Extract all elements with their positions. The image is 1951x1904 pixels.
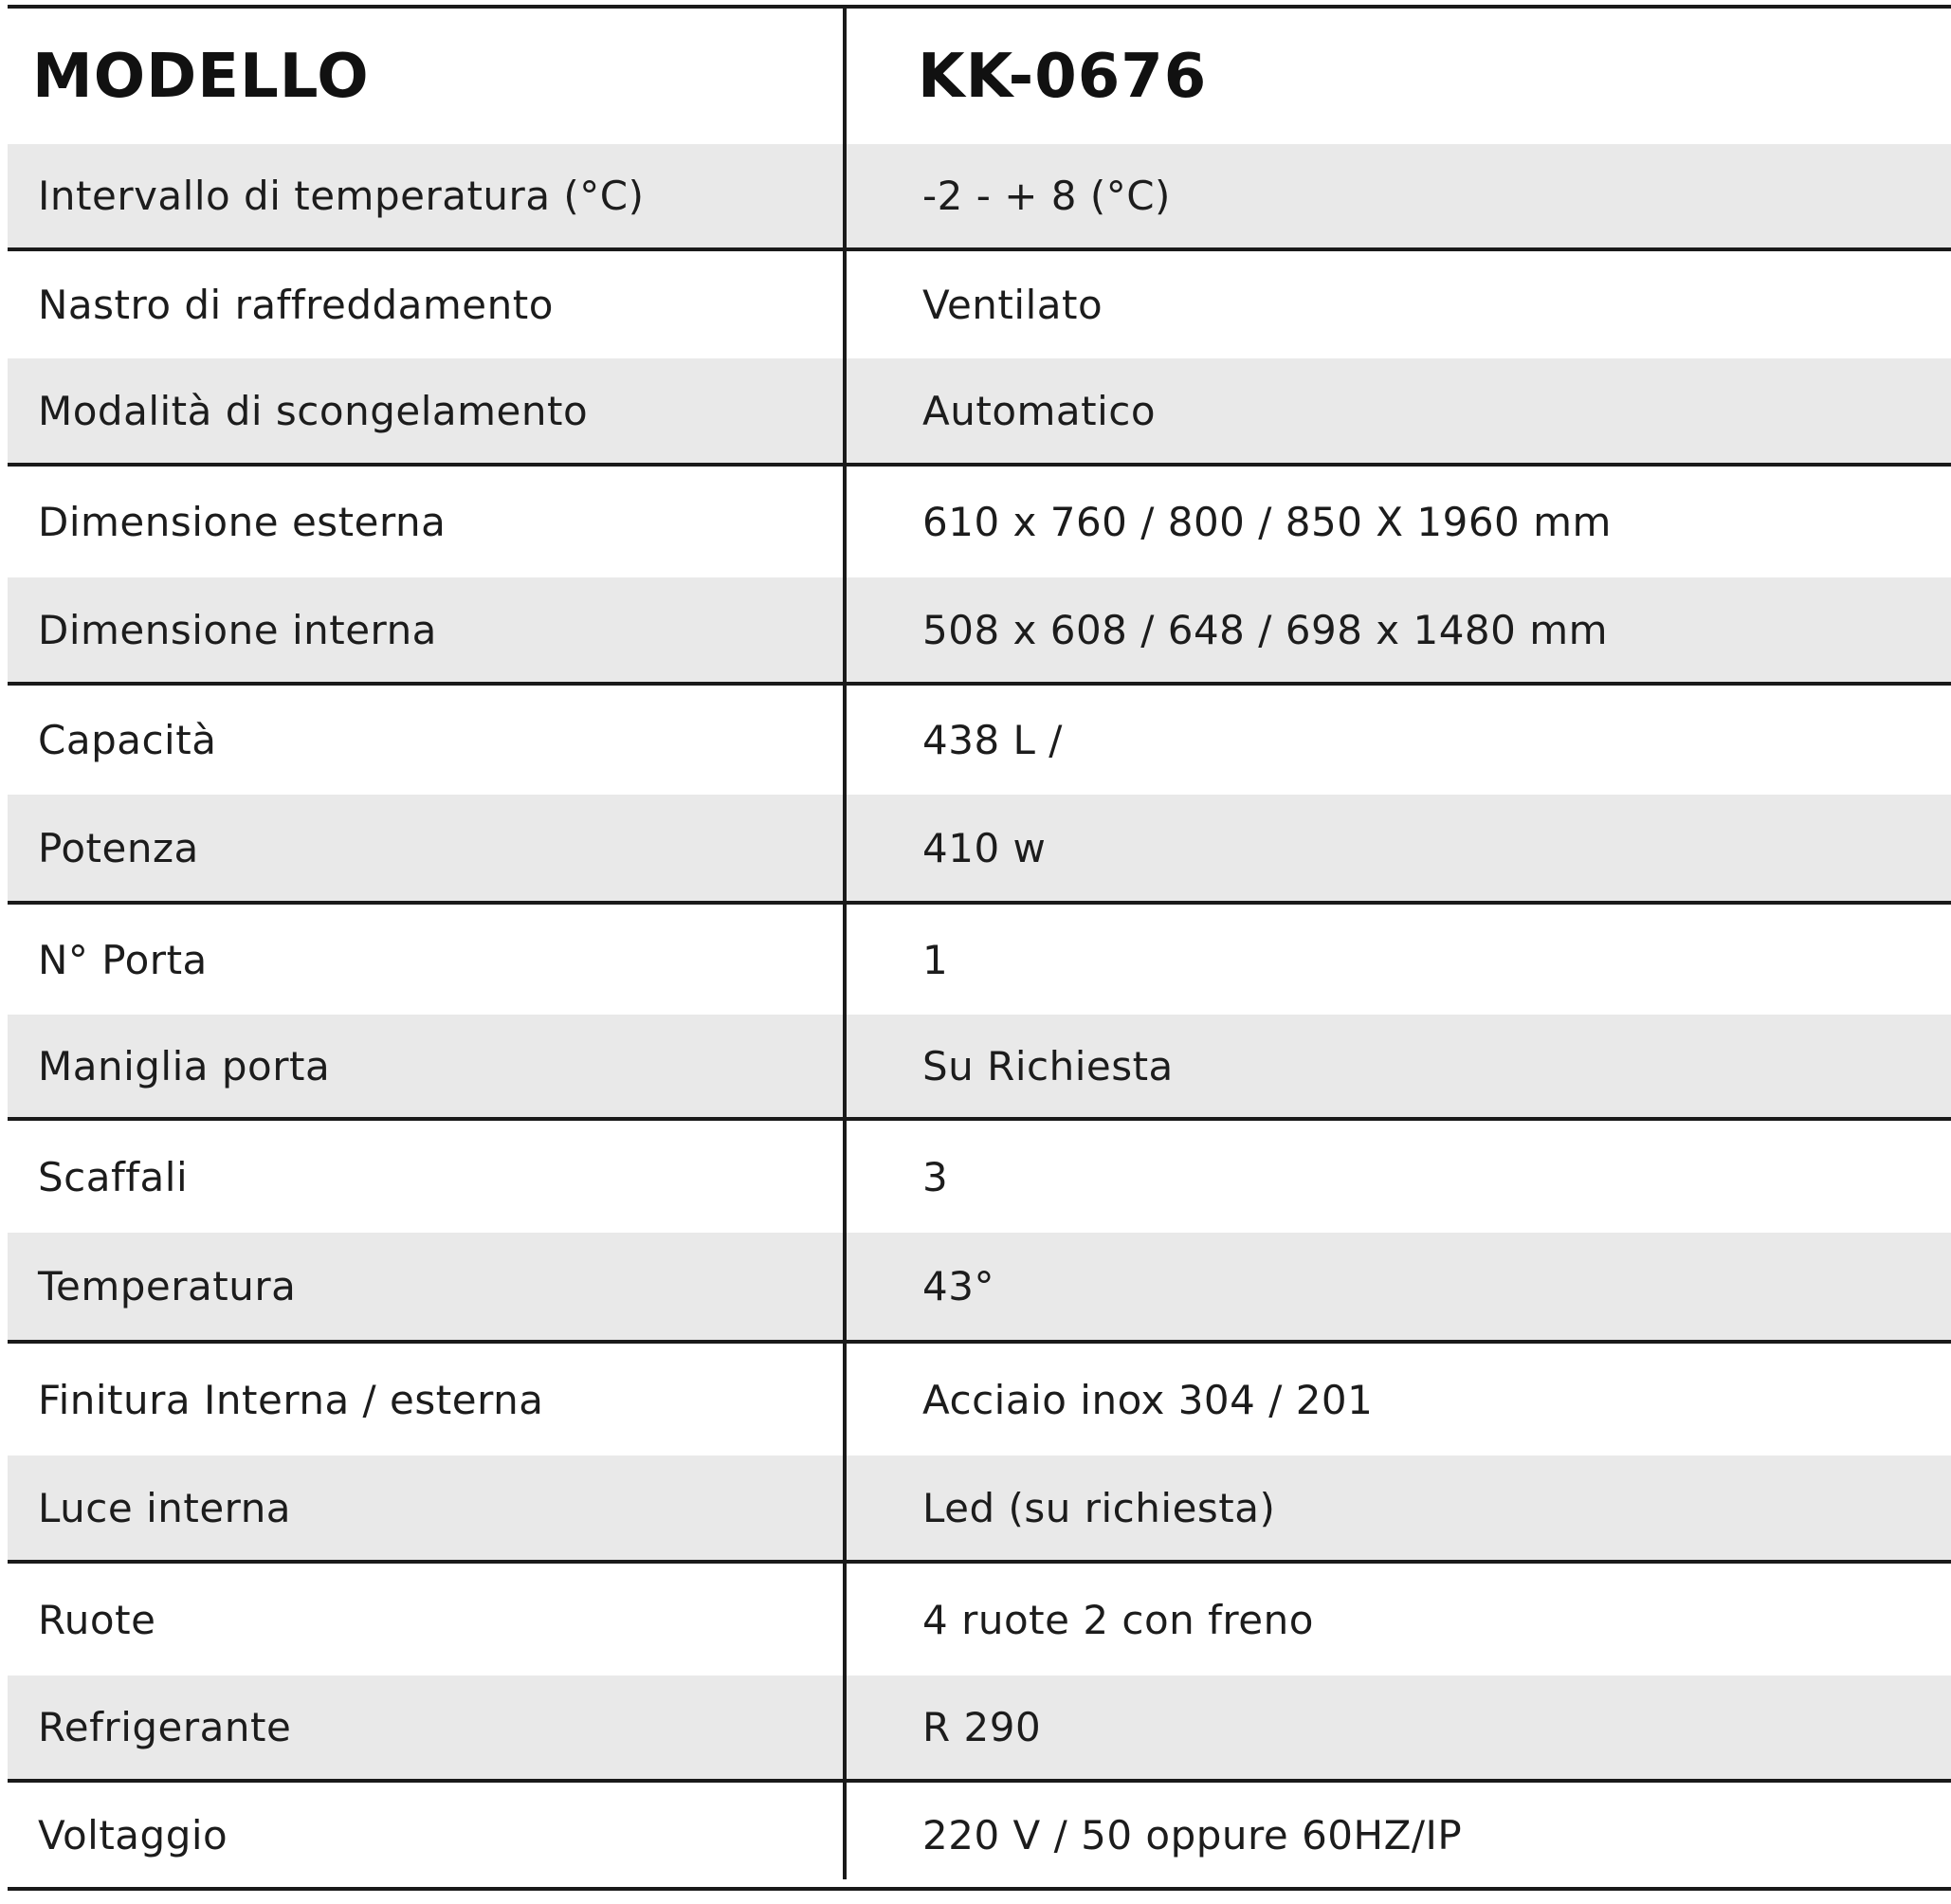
row-value: 3 bbox=[922, 1153, 949, 1200]
row-value: R 290 bbox=[922, 1704, 1042, 1750]
row-value: -2 - + 8 (°C) bbox=[922, 173, 1171, 219]
row-value: 4 ruote 2 con freno bbox=[922, 1596, 1314, 1643]
table-row bbox=[8, 144, 1951, 247]
table-header-row bbox=[8, 9, 1951, 144]
table-row bbox=[8, 1783, 1951, 1887]
row-label: N° Porta bbox=[38, 936, 208, 983]
spec-table bbox=[8, 5, 1951, 1892]
table-row bbox=[8, 1564, 1951, 1675]
table-row bbox=[8, 251, 1951, 358]
header-label: MODELLO bbox=[32, 41, 370, 112]
row-label: Finitura Interna / esterna bbox=[38, 1376, 544, 1423]
table-row bbox=[8, 577, 1951, 682]
table-row bbox=[8, 1233, 1951, 1340]
table-row bbox=[8, 467, 1951, 577]
row-label: Ruote bbox=[38, 1596, 156, 1643]
row-value: 1 bbox=[922, 936, 949, 983]
row-label: Maniglia porta bbox=[38, 1042, 331, 1089]
header-value: KK-0676 bbox=[918, 41, 1208, 112]
table-row bbox=[8, 686, 1951, 795]
row-label: Intervallo di temperatura (°C) bbox=[38, 173, 645, 219]
table-row bbox=[8, 358, 1951, 463]
row-label: Dimensione interna bbox=[38, 606, 437, 653]
row-value: Acciaio inox 304 / 201 bbox=[922, 1376, 1374, 1423]
table-bottom-border bbox=[8, 1887, 1951, 1891]
row-value: 438 L / bbox=[922, 717, 1063, 763]
row-value: 508 x 608 / 648 / 698 x 1480 mm bbox=[922, 606, 1609, 653]
row-value: 610 x 760 / 800 / 850 X 1960 mm bbox=[922, 499, 1612, 545]
table-row bbox=[8, 1455, 1951, 1560]
row-label: Dimensione esterna bbox=[38, 499, 447, 545]
row-value: 43° bbox=[922, 1263, 994, 1309]
row-value: 410 w bbox=[922, 824, 1047, 871]
row-label: Modalità di scongelamento bbox=[38, 387, 589, 434]
row-value: Led (su richiesta) bbox=[922, 1484, 1276, 1531]
row-label: Luce interna bbox=[38, 1484, 292, 1531]
table-row bbox=[8, 795, 1951, 901]
row-label: Voltaggio bbox=[38, 1811, 228, 1858]
table-row bbox=[8, 905, 1951, 1015]
row-label: Scaffali bbox=[38, 1153, 189, 1200]
row-label: Temperatura bbox=[38, 1263, 297, 1309]
table-row bbox=[8, 1121, 1951, 1233]
row-label: Nastro di raffreddamento bbox=[38, 282, 554, 328]
row-value: Su Richiesta bbox=[922, 1042, 1174, 1089]
row-value: 220 V / 50 oppure 60HZ/IP bbox=[922, 1811, 1463, 1858]
table-row bbox=[8, 1015, 1951, 1117]
row-value: Automatico bbox=[922, 387, 1157, 434]
row-label: Refrigerante bbox=[38, 1704, 292, 1750]
column-divider bbox=[843, 5, 847, 1879]
table-row bbox=[8, 1344, 1951, 1455]
table-row bbox=[8, 1675, 1951, 1779]
row-label: Capacità bbox=[38, 717, 217, 763]
row-label: Potenza bbox=[38, 824, 199, 871]
row-value: Ventilato bbox=[922, 282, 1103, 328]
